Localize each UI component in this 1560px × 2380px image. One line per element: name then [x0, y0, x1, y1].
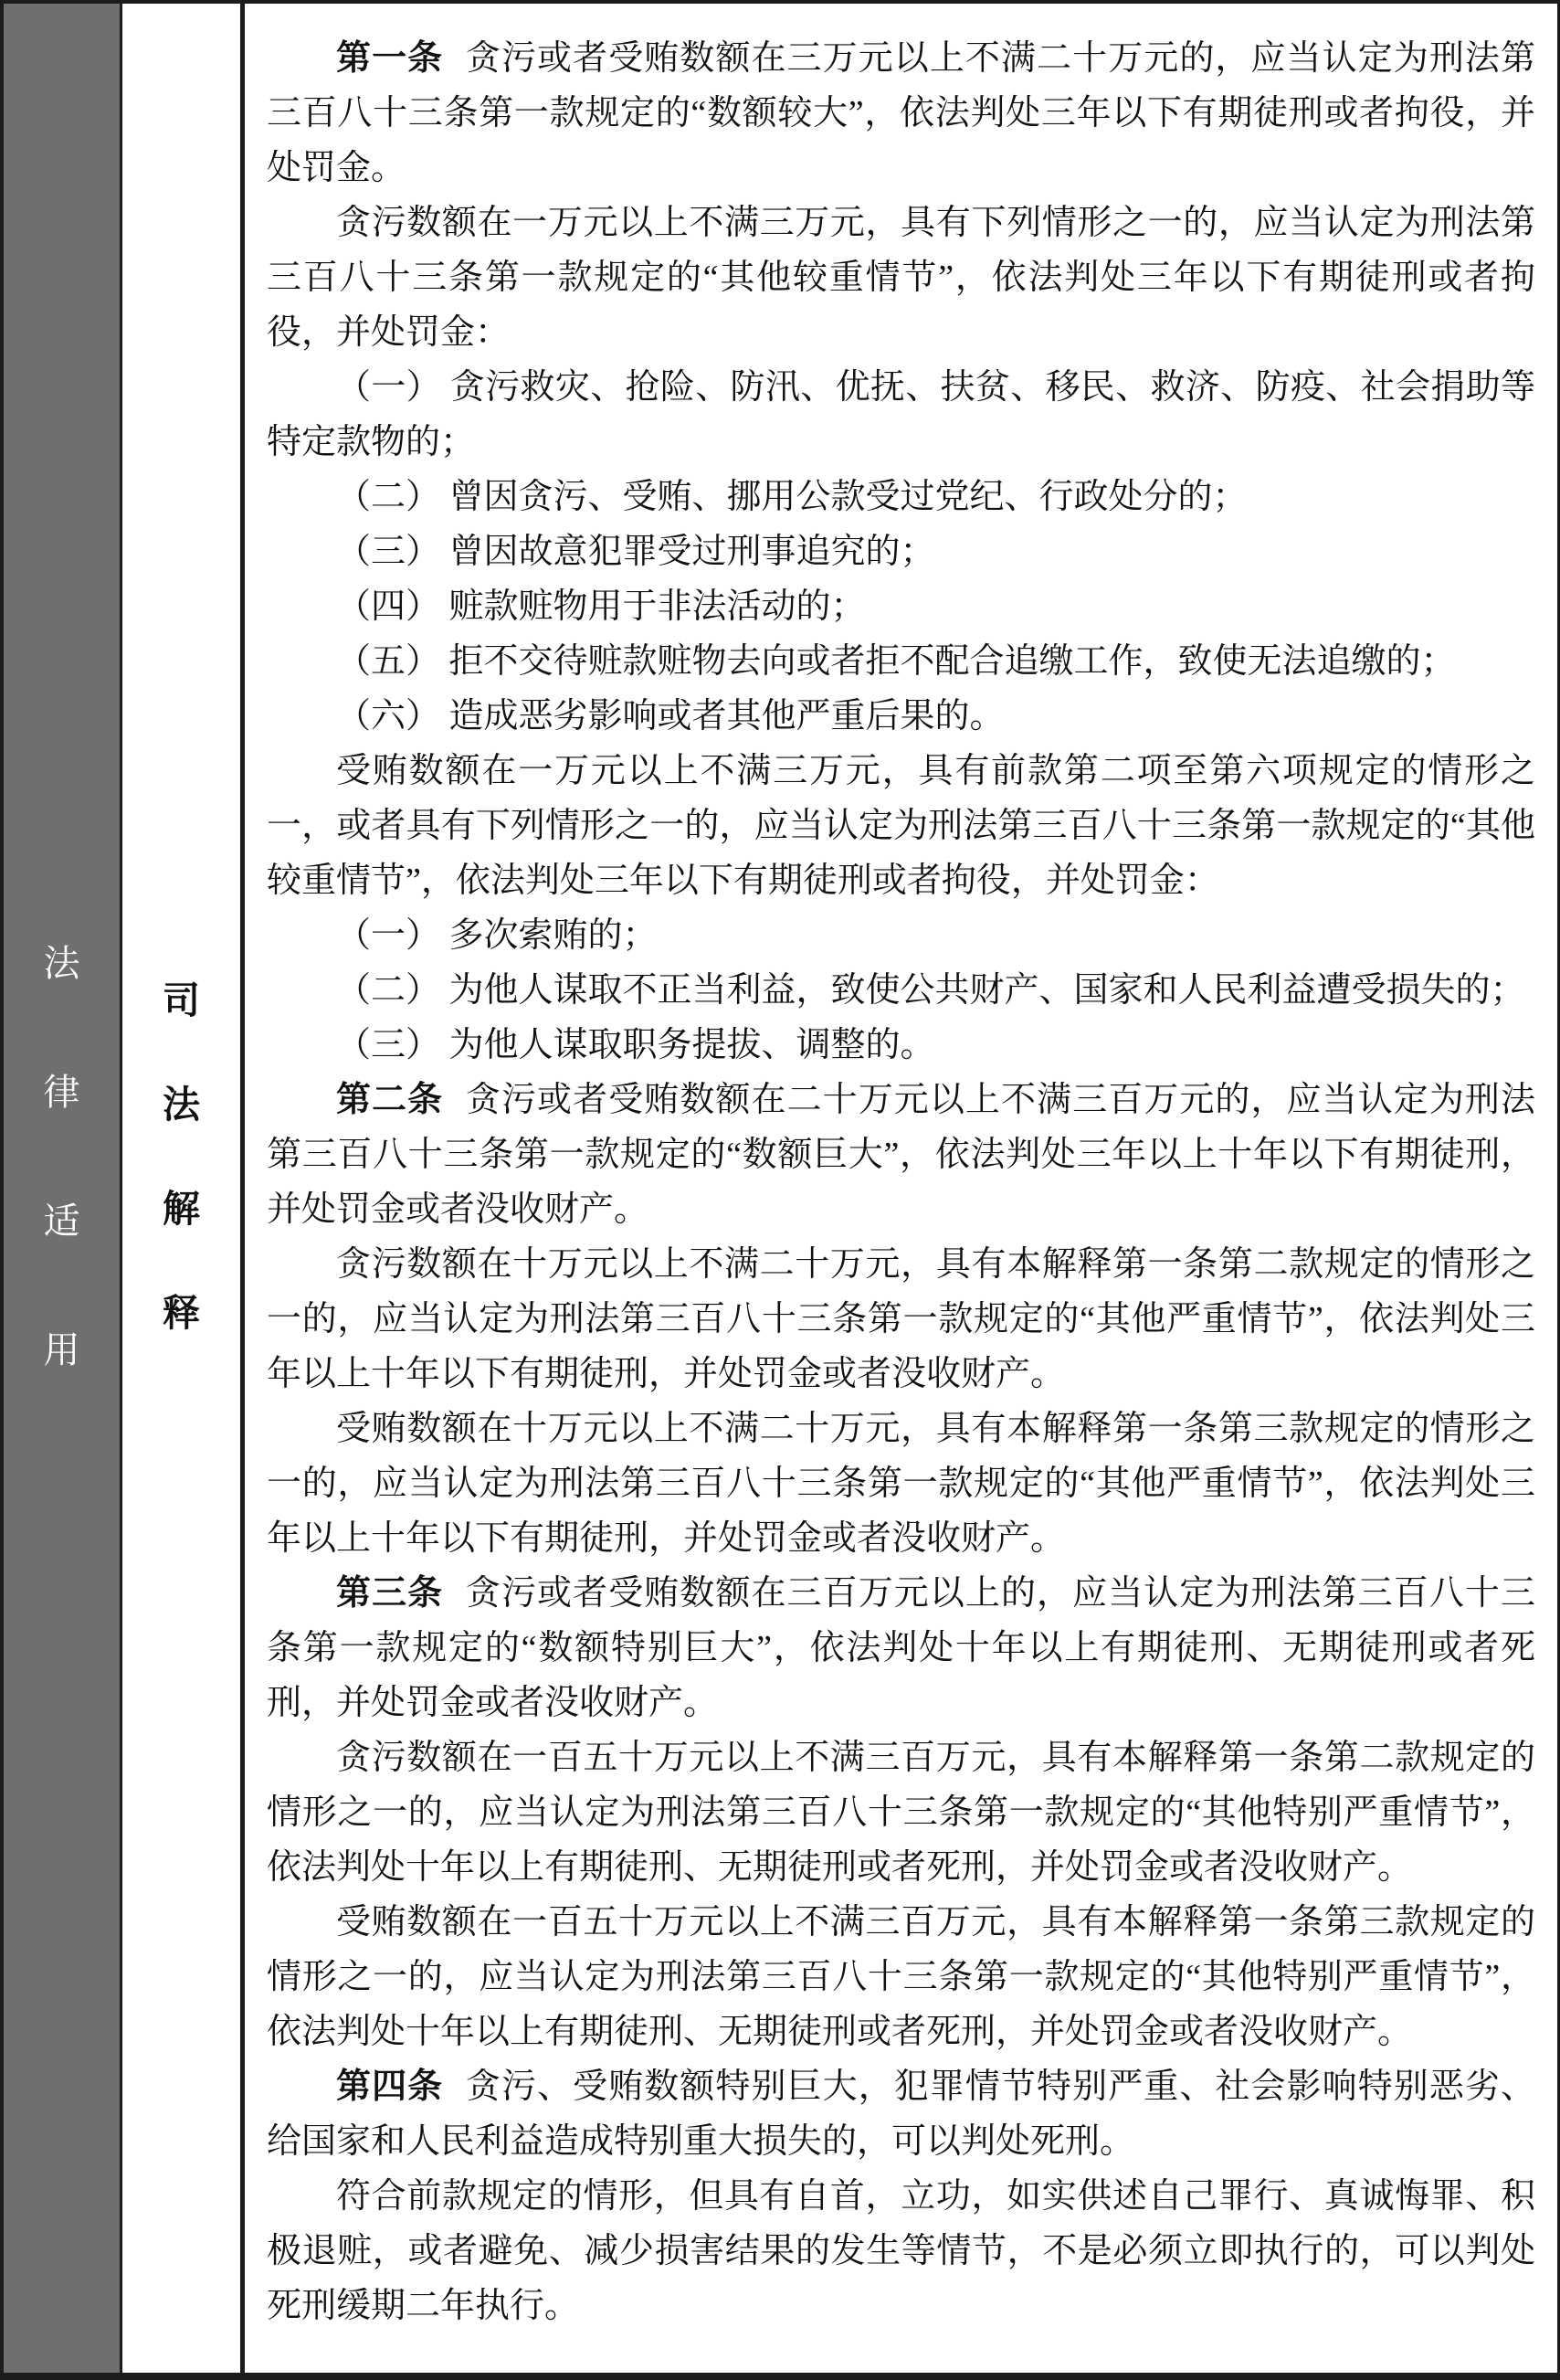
paragraph-text: （二） 为他人谋取不正当利益，致使公共财产、国家和人民利益遭受损失的；	[336, 971, 1525, 1010]
spine-char: 适	[43, 1201, 80, 1242]
article-paragraph	[267, 1566, 1535, 1730]
paragraph-text: 贪污或者受贿数额在三万元以上不满二十万元的，应当认定为刑法第三百八十三条第一款规定的“数额较大”，依法判处三年以下有期徒刑或者拘役，并处罚金。	[267, 39, 1535, 187]
paragraph-text: （五） 拒不交待赃款赃物去向或者拒不配合追缴工作，致使无法追缴的；	[336, 642, 1456, 681]
spine-char: 法	[43, 944, 80, 984]
paragraph	[267, 1895, 1535, 2059]
paragraph-text: 贪污数额在十万元以上不满二十万元，具有本解释第一条第二款规定的情形之一的，应当认定为刑法第三百八十三条第一款规定的“其他严重情节”，依法判处三年以上十年以下有期徒刑，并处罚金或者没收财产。	[267, 1245, 1535, 1393]
paragraph-text: （四） 赃款赃物用于非法活动的；	[336, 587, 866, 626]
paragraph-text: 贪污数额在一百五十万元以上不满三百万元，具有本解释第一条第二款规定的情形之一的，应当认定为刑法第三百八十三条第一款规定的“其他特别严重情节”，依法判处十年以上有期徒刑、无期徒刑或者死刑，并处罚金或者没收财产。	[267, 1739, 1535, 1887]
article-number: 第二条	[336, 1081, 444, 1119]
spine-label	[4, 946, 120, 1369]
paragraph-text: （一） 多次索贿的；	[336, 916, 658, 955]
paragraph	[267, 634, 1535, 689]
category-char: 法	[163, 1084, 200, 1126]
paragraph-text: 贪污数额在一万元以上不满三万元，具有下列情形之一的，应当认定为刑法第三百八十三条第一款规定的“其他较重情节”，依法判处三年以下有期徒刑或者拘役，并处罚金：	[267, 204, 1535, 352]
paragraph-text: （二） 曾因贪污、受贿、挪用公款受过党纪、行政处分的；	[336, 478, 1248, 516]
article-number: 第四条	[336, 2068, 444, 2106]
paragraph	[267, 744, 1535, 908]
spine-char: 用	[43, 1330, 80, 1370]
paragraph	[267, 2169, 1535, 2333]
paragraph	[267, 1402, 1535, 1566]
paragraph	[267, 196, 1535, 360]
category-char: 司	[163, 979, 200, 1021]
paragraph	[267, 579, 1535, 634]
paragraph	[267, 470, 1535, 524]
spine-char: 律	[43, 1073, 80, 1113]
article-paragraph	[267, 2059, 1535, 2169]
paragraph	[267, 524, 1535, 579]
paragraph-text: 受贿数额在一万元以上不满三万元，具有前款第二项至第六项规定的情形之一，或者具有下列情形之一的，应当认定为刑法第三百八十三条第一款规定的“其他较重情节”，依法判处三年以下有期徒刑或者拘役，并处罚金：	[267, 752, 1535, 900]
paragraph	[267, 1237, 1535, 1402]
paragraph	[267, 908, 1535, 963]
paragraph-text: 受贿数额在一百五十万元以上不满三百万元，具有本解释第一条第三款规定的情形之一的，应当认定为刑法第三百八十三条第一款规定的“其他特别严重情节”，依法判处十年以上有期徒刑、无期徒刑或者死刑，并处罚金或者没收财产。	[267, 1903, 1535, 2051]
paragraph-text: 贪污或者受贿数额在二十万元以上不满三百万元的，应当认定为刑法第三百八十三条第一款规定的“数额巨大”，依法判处三年以上十年以下有期徒刑，并处罚金或者没收财产。	[267, 1081, 1535, 1229]
category-column	[122, 4, 245, 2373]
paragraph	[267, 1730, 1535, 1895]
paragraph-text: （三） 曾因故意犯罪受过刑事追究的；	[336, 533, 935, 571]
spine-sidebar	[4, 4, 122, 2373]
category-char: 释	[163, 1292, 200, 1334]
paragraph-text: 贪污、受贿数额特别巨大，犯罪情节特别严重、社会影响特别恶劣、给国家和人民利益造成特别重大损失的，可以判处死刑。	[267, 2068, 1535, 2161]
paragraph-text: （六） 造成恶劣影响或者其他严重后果的。	[336, 697, 1005, 735]
paragraph	[267, 689, 1535, 744]
category-char: 解	[163, 1188, 200, 1230]
document-body	[245, 4, 1557, 2373]
paragraph-text: 符合前款规定的情形，但具有自首，立功，如实供述自己罪行、真诚悔罪、积极退赃，或者避免、减少损害结果的发生等情节，不是必须立即执行的，可以判处死刑缓期二年执行。	[267, 2177, 1535, 2325]
article-number: 第一条	[336, 39, 444, 78]
category-label	[122, 979, 240, 1334]
paragraph	[267, 360, 1535, 470]
paragraph	[267, 963, 1535, 1018]
paragraph-text: 贪污或者受贿数额在三百万元以上的，应当认定为刑法第三百八十三条第一款规定的“数额特别巨大”，依法判处十年以上有期徒刑、无期徒刑或者死刑，并处罚金或者没收财产。	[267, 1574, 1535, 1722]
paragraph-text: （三） 为他人谋取职务提拔、调整的。	[336, 1026, 935, 1064]
article-paragraph	[267, 1073, 1535, 1237]
paragraph-text: （一） 贪污救灾、抢险、防汛、优抚、扶贫、移民、救济、防疫、社会捐助等特定款物的；	[267, 368, 1535, 461]
paragraph	[267, 1018, 1535, 1073]
paragraph-text: 受贿数额在十万元以上不满二十万元，具有本解释第一条第三款规定的情形之一的，应当认定为刑法第三百八十三条第一款规定的“其他严重情节”，依法判处三年以上十年以下有期徒刑，并处罚金或者没收财产。	[267, 1410, 1535, 1558]
article-number: 第三条	[336, 1574, 444, 1613]
article-paragraph	[267, 31, 1535, 196]
